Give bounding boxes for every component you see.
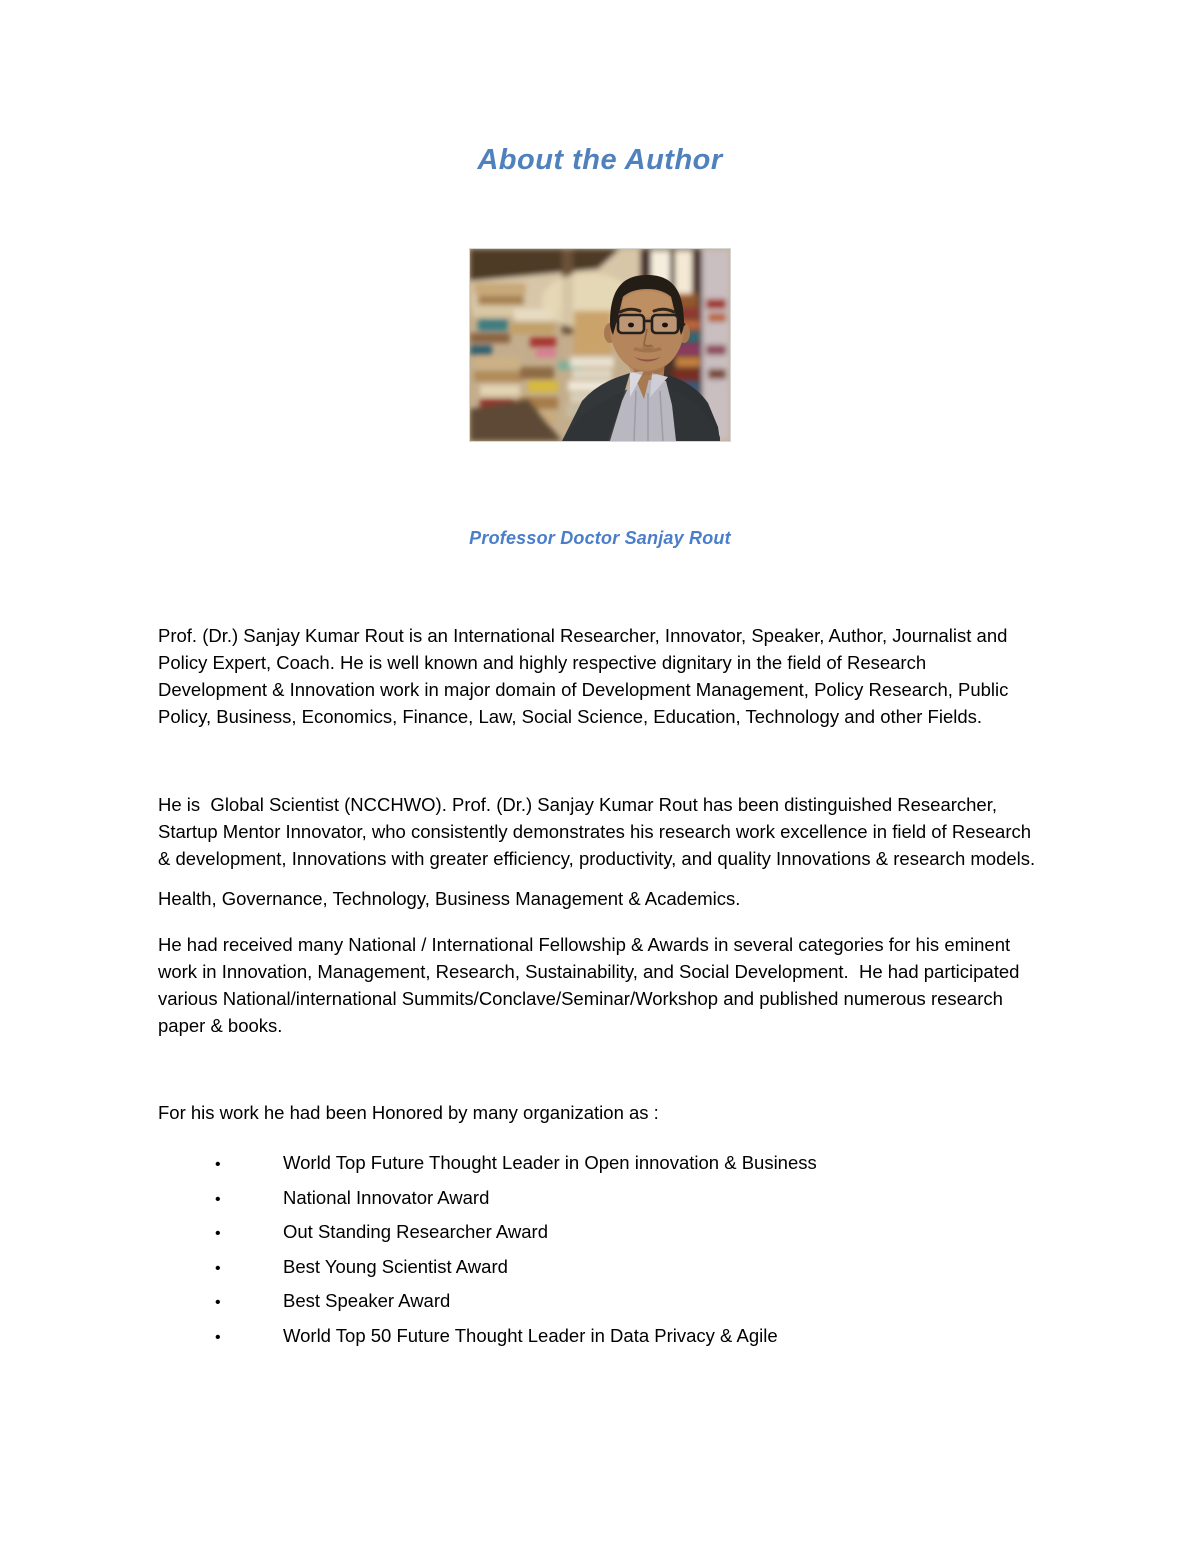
- award-text: Out Standing Researcher Award: [283, 1221, 548, 1242]
- award-text: Best Speaker Award: [283, 1290, 451, 1311]
- author-photo-illustration: [470, 249, 730, 441]
- award-item: [215, 1320, 1036, 1355]
- bullet-icon: •: [215, 1225, 221, 1242]
- award-text: World Top Future Thought Leader in Open innovation & Business: [283, 1152, 817, 1173]
- paragraph-honors-intro: For his work he had been Honored by many organization as :: [158, 1102, 659, 1123]
- bullet-icon: •: [215, 1294, 221, 1311]
- award-item: [215, 1147, 1036, 1182]
- paragraph-fellowships: He had received many National / International Fellowship & Awards in several categories for his eminent work in Innovation, Management, Research, Sustainability, and Social Development. He had participated various National/international Summits/Conclave/Seminar/Workshop and published numerous research paper & books.: [158, 934, 1025, 1036]
- awards-list: [158, 1147, 1036, 1354]
- author-photo: [469, 248, 731, 442]
- paragraph-bio-intro: Prof. (Dr.) Sanjay Kumar Rout is an International Researcher, Innovator, Speaker, Author, Journalist and Policy Expert, Coach. He is well known and highly respective dignitary in the field of Research Development & Innovation work in major domain of Development Management, Policy Research, Public Policy, Business, Economics, Finance, Law, Social Science, Education, Technology and other Fields.: [158, 625, 1014, 727]
- award-item: [215, 1182, 1036, 1217]
- paragraph-domains: Health, Governance, Technology, Business Management & Academics.: [158, 888, 741, 909]
- page-title: About the Author: [477, 144, 723, 176]
- award-text: World Top 50 Future Thought Leader in Data Privacy & Agile: [283, 1324, 778, 1346]
- award-text: Best Young Scientist Award: [283, 1255, 508, 1277]
- award-item: [215, 1251, 1036, 1286]
- award-item: [215, 1285, 1036, 1320]
- paragraph-global-scientist: He is Global Scientist (NCCHWO). Prof. (Dr.) Sanjay Kumar Rout has been distinguished Researcher, Startup Mentor Innovator, who consistently demonstrates his research work excellence in field of Research & development, Innovations with greater efficiency, productivity, and quality Innovations & research models.: [158, 794, 1037, 869]
- award-text: National Innovator Award: [283, 1186, 490, 1208]
- bullet-icon: •: [215, 1259, 221, 1277]
- author-photo-wrap: [0, 248, 1200, 442]
- bullet-icon: •: [215, 1328, 221, 1346]
- body-text: [158, 622, 1036, 1354]
- bullet-icon: •: [215, 1190, 221, 1208]
- photo-caption: Professor Doctor Sanjay Rout: [469, 528, 731, 548]
- award-item: [215, 1216, 1036, 1251]
- bullet-icon: •: [215, 1156, 221, 1173]
